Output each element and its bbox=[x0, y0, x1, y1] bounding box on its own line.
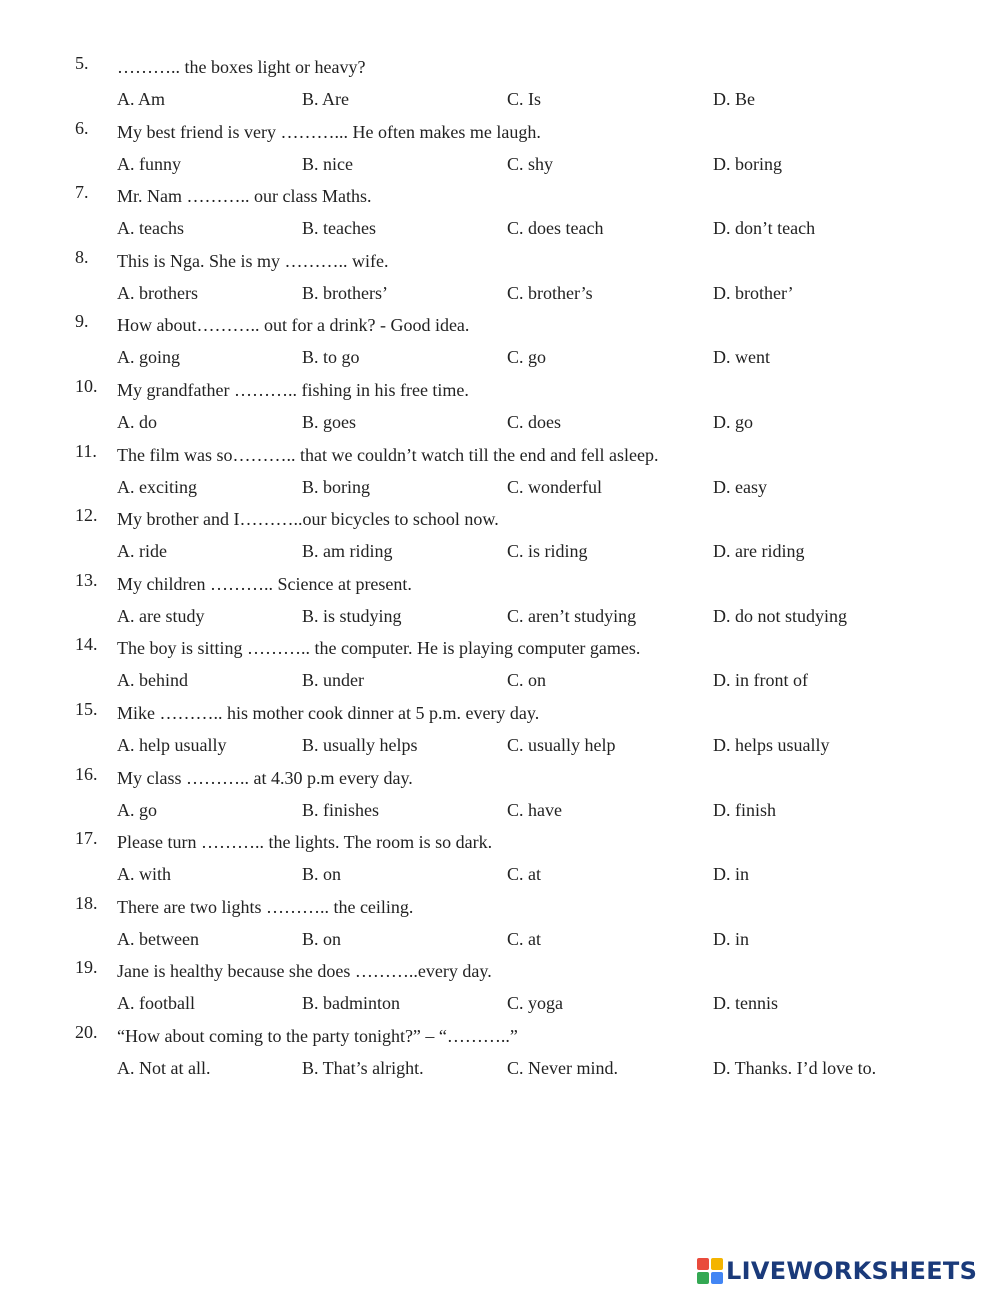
option-b[interactable]: B. usually helps bbox=[302, 735, 418, 755]
question-number: 9. bbox=[75, 311, 89, 332]
option-d[interactable]: D. do not studying bbox=[713, 605, 848, 626]
question-text: Mr. Nam ……….. our class Maths. bbox=[117, 186, 372, 207]
option-a[interactable]: A. do bbox=[117, 412, 157, 432]
question-text: Mike ……….. his mother cook dinner at 5 p.m. every day. bbox=[117, 703, 540, 723]
option-b[interactable]: B. finishes bbox=[302, 799, 380, 820]
option-b[interactable]: B. on bbox=[302, 864, 342, 885]
option-a[interactable]: A. Not at all. bbox=[117, 1058, 211, 1078]
option-c[interactable]: C. does teach bbox=[507, 218, 604, 239]
question-item bbox=[0, 312, 1000, 374]
option-d[interactable]: D. in bbox=[713, 864, 749, 885]
logo-text: LIVEWORKSHEETS bbox=[726, 1257, 978, 1285]
option-c[interactable]: C. is riding bbox=[507, 541, 588, 562]
option-b[interactable]: B. goes bbox=[302, 412, 356, 432]
option-d[interactable]: D. tennis bbox=[713, 993, 778, 1014]
liveworksheets-logo bbox=[697, 1256, 977, 1286]
option-d[interactable]: D. boring bbox=[713, 153, 782, 174]
question-text: My brother and I………..our bicycles to school now. bbox=[117, 509, 499, 530]
question-text: “How about coming to the party tonight?” – “………..” bbox=[117, 1026, 518, 1046]
option-c[interactable]: C. aren’t studying bbox=[507, 605, 637, 626]
option-a[interactable]: A. between bbox=[117, 928, 199, 949]
question-text: My children ……….. Science at present. bbox=[117, 573, 412, 594]
question-text: My best friend is very ………... He often makes me laugh. bbox=[117, 121, 541, 142]
question-item bbox=[0, 829, 1000, 891]
option-d[interactable]: D. in bbox=[713, 928, 749, 949]
option-d[interactable]: D. in front of bbox=[713, 670, 808, 691]
option-b[interactable]: B. badminton bbox=[302, 993, 400, 1014]
question-item bbox=[0, 377, 1000, 439]
option-d[interactable]: D. Be bbox=[713, 89, 755, 109]
question-number: 6. bbox=[75, 117, 89, 138]
question-item bbox=[0, 700, 1000, 762]
option-d[interactable]: D. easy bbox=[713, 476, 767, 497]
option-a[interactable]: A. are study bbox=[117, 605, 205, 626]
option-c[interactable]: C. does bbox=[507, 412, 561, 432]
option-c[interactable]: C. wonderful bbox=[507, 476, 602, 497]
option-b[interactable]: B. nice bbox=[302, 153, 353, 174]
option-b[interactable]: B. am riding bbox=[302, 541, 393, 562]
option-c[interactable]: C. go bbox=[507, 347, 547, 368]
question-text: How about……….. out for a drink? - Good idea. bbox=[117, 315, 470, 336]
question-text: The boy is sitting ……….. the computer. He is playing computer games. bbox=[117, 638, 641, 659]
question-number: 20. bbox=[75, 1022, 98, 1042]
question-number: 10. bbox=[75, 376, 98, 396]
question-text: The film was so……….. that we couldn’t watch till the end and fell asleep. bbox=[117, 444, 659, 465]
question-number: 7. bbox=[75, 182, 89, 203]
option-c[interactable]: C. shy bbox=[507, 153, 554, 174]
option-c[interactable]: C. Never mind. bbox=[507, 1058, 618, 1078]
question-text: My grandfather ……….. fishing in his free time. bbox=[117, 380, 469, 400]
option-d[interactable]: D. brother’ bbox=[713, 282, 794, 303]
question-number: 5. bbox=[75, 53, 89, 73]
question-number: 19. bbox=[75, 957, 98, 978]
option-d[interactable]: D. went bbox=[713, 347, 770, 368]
option-b[interactable]: B. is studying bbox=[302, 605, 402, 626]
option-a[interactable]: A. with bbox=[117, 864, 171, 885]
option-c[interactable]: C. at bbox=[507, 928, 541, 949]
option-a[interactable]: A. Am bbox=[117, 89, 166, 109]
option-a[interactable]: A. exciting bbox=[117, 476, 197, 497]
option-a[interactable]: A. ride bbox=[117, 541, 167, 562]
option-b[interactable]: B. on bbox=[302, 928, 342, 949]
option-d[interactable]: D. don’t teach bbox=[713, 218, 816, 239]
option-c[interactable]: C. at bbox=[507, 864, 541, 885]
option-b[interactable]: B. teaches bbox=[302, 218, 376, 239]
question-item bbox=[0, 765, 1000, 827]
logo-block-i bbox=[711, 1258, 723, 1270]
option-c[interactable]: C. usually help bbox=[507, 735, 616, 755]
question-text: This is Nga. She is my ……….. wife. bbox=[117, 250, 389, 271]
option-d[interactable]: D. helps usually bbox=[713, 735, 830, 755]
question-item bbox=[0, 183, 1000, 245]
question-text: Jane is healthy because she does ………..every day. bbox=[117, 961, 492, 982]
question-number: 17. bbox=[75, 828, 98, 849]
option-b[interactable]: B. That’s alright. bbox=[302, 1058, 424, 1078]
option-d[interactable]: D. Thanks. I’d love to. bbox=[713, 1058, 877, 1078]
logo-block-v bbox=[697, 1272, 709, 1284]
option-c[interactable]: C. Is bbox=[507, 89, 542, 109]
option-c[interactable]: C. yoga bbox=[507, 993, 563, 1014]
option-d[interactable]: D. go bbox=[713, 412, 753, 432]
option-a[interactable]: A. funny bbox=[117, 153, 181, 174]
question-number: 8. bbox=[75, 246, 89, 267]
logo-block-e bbox=[711, 1272, 723, 1284]
question-item bbox=[0, 248, 1000, 310]
question-text: Please turn ……….. the lights. The room is so dark. bbox=[117, 832, 493, 853]
question-item bbox=[0, 571, 1000, 633]
question-text: My class ……….. at 4.30 p.m every day. bbox=[117, 767, 413, 788]
logo-block-l bbox=[697, 1258, 709, 1270]
option-b[interactable]: B. Are bbox=[302, 89, 349, 109]
option-a[interactable]: A. behind bbox=[117, 670, 188, 691]
question-number: 18. bbox=[75, 892, 98, 913]
option-a[interactable]: A. going bbox=[117, 347, 180, 368]
option-c[interactable]: C. brother’s bbox=[507, 282, 593, 303]
question-item bbox=[0, 1023, 1000, 1085]
option-d[interactable]: D. finish bbox=[713, 799, 776, 820]
question-item bbox=[0, 119, 1000, 181]
question-text: There are two lights ……….. the ceiling. bbox=[117, 896, 414, 917]
logo-blocks-icon bbox=[697, 1258, 723, 1284]
question-item bbox=[0, 506, 1000, 568]
option-b[interactable]: B. to go bbox=[302, 347, 360, 368]
option-a[interactable]: A. brothers bbox=[117, 282, 198, 303]
option-a[interactable]: A. teachs bbox=[117, 218, 184, 239]
question-text: ……….. the boxes light or heavy? bbox=[117, 57, 366, 77]
option-a[interactable]: A. help usually bbox=[117, 735, 227, 755]
question-number: 14. bbox=[75, 634, 98, 655]
question-number: 16. bbox=[75, 763, 98, 784]
question-item bbox=[0, 894, 1000, 956]
option-b[interactable]: B. under bbox=[302, 670, 364, 691]
question-number: 12. bbox=[75, 505, 98, 526]
question-number: 11. bbox=[75, 440, 97, 461]
question-item bbox=[0, 958, 1000, 1020]
option-c[interactable]: C. on bbox=[507, 670, 547, 691]
option-b[interactable]: B. boring bbox=[302, 476, 371, 497]
option-d[interactable]: D. are riding bbox=[713, 541, 805, 562]
option-c[interactable]: C. have bbox=[507, 799, 562, 820]
question-item bbox=[0, 442, 1000, 504]
option-a[interactable]: A. go bbox=[117, 799, 157, 820]
question-number: 15. bbox=[75, 699, 98, 719]
option-a[interactable]: A. football bbox=[117, 993, 195, 1014]
question-item bbox=[0, 635, 1000, 697]
option-b[interactable]: B. brothers’ bbox=[302, 282, 388, 303]
question-item bbox=[0, 54, 1000, 116]
question-number: 13. bbox=[75, 569, 98, 590]
